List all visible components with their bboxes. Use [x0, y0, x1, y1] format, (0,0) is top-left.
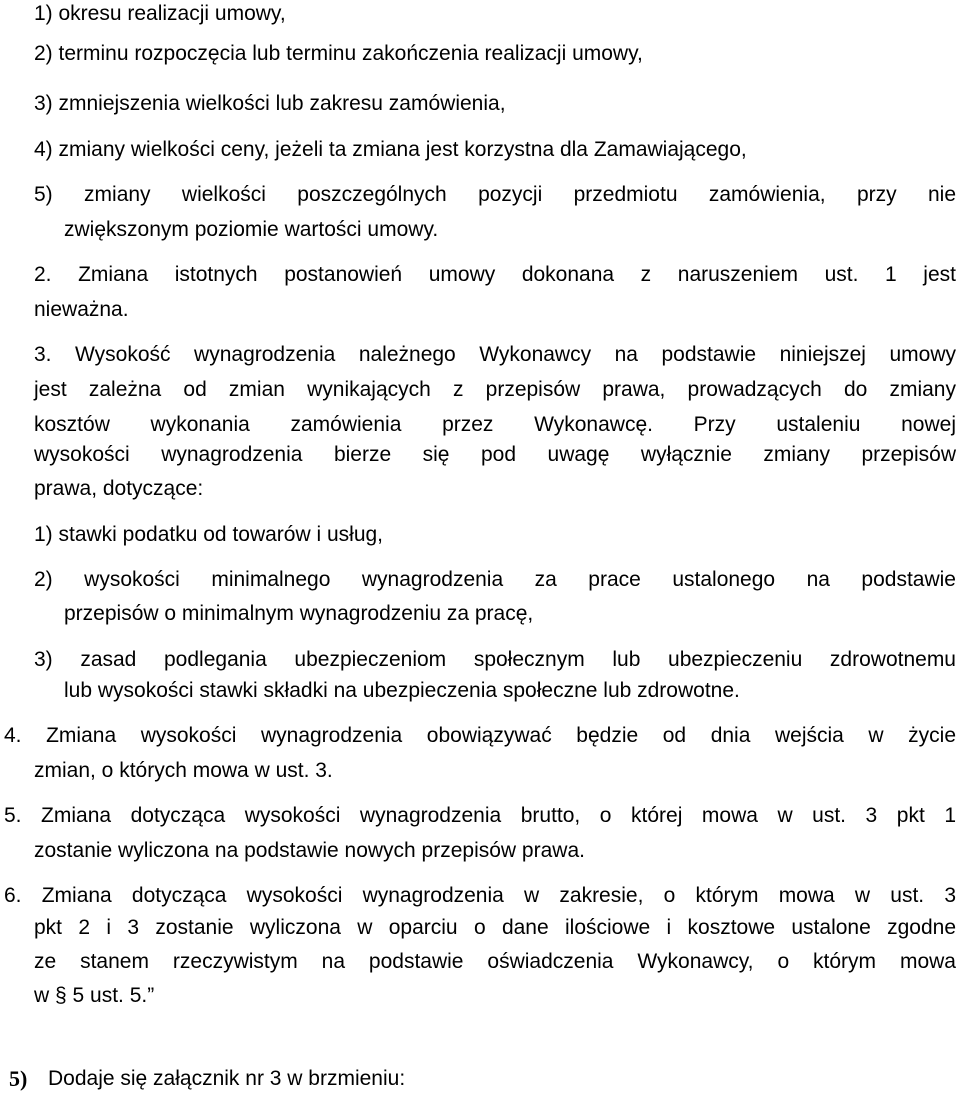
paragraph-line: wysokości wynagrodzenia bierze się pod uwagę wyłącznie zmiany przepisów	[34, 443, 956, 466]
list-item: 1) stawki podatku od towarów i usług,	[34, 523, 384, 546]
paragraph-line: ze stanem rzeczywistym na podstawie oświadczenia Wykonawcy, o którym mowa	[34, 950, 956, 973]
paragraph-line: w § 5 ust. 5.”	[34, 984, 155, 1007]
list-item: 3) zmniejszenia wielkości lub zakresu zamówienia,	[34, 92, 506, 115]
paragraph-line: jest zależna od zmian wynikających z przepisów prawa, prowadzących do zmiany	[34, 378, 956, 401]
paragraph-continuation: zostanie wyliczona na podstawie nowych przepisów prawa.	[34, 839, 585, 862]
paragraph-line: pkt 2 i 3 zostanie wyliczona w oparciu o dane ilościowe i kosztowe ustalone zgodne	[34, 916, 956, 939]
list-item: 2) terminu rozpoczęcia lub terminu zakończenia realizacji umowy,	[34, 42, 643, 65]
list-item-continuation: zwiększonym poziomie wartości umowy.	[64, 218, 439, 241]
paragraph: 3. Wysokość wynagrodzenia należnego Wykonawcy na podstawie niniejszej umowy	[34, 343, 956, 366]
paragraph-line: kosztów wykonania zamówienia przez Wykonawcę. Przy ustaleniu nowej	[34, 413, 956, 436]
paragraph: 2. Zmiana istotnych postanowień umowy dokonana z naruszeniem ust. 1 jest	[34, 263, 956, 286]
paragraph-continuation: zmian, o których mowa w ust. 3.	[34, 759, 333, 782]
amendment-text: Dodaje się załącznik nr 3 w brzmieniu:	[48, 1067, 406, 1090]
paragraph: 4. Zmiana wysokości wynagrodzenia obowiązywać będzie od dnia wejścia w życie	[4, 724, 956, 747]
list-item: 5) zmiany wielkości poszczególnych pozycji przedmiotu zamówienia, przy nie	[34, 183, 956, 206]
list-item-continuation: przepisów o minimalnym wynagrodzeniu za pracę,	[64, 602, 534, 625]
list-item: 4) zmiany wielkości ceny, jeżeli ta zmiana jest korzystna dla Zamawiającego,	[34, 138, 747, 161]
list-item: 3) zasad podlegania ubezpieczeniom społecznym lub ubezpieczeniu zdrowotnemu	[34, 648, 956, 671]
list-item-continuation: lub wysokości stawki składki na ubezpieczenia społeczne lub zdrowotne.	[64, 679, 740, 702]
paragraph-continuation: nieważna.	[34, 298, 129, 321]
paragraph: 6. Zmiana dotycząca wysokości wynagrodzenia w zakresie, o którym mowa w ust. 3	[4, 884, 956, 907]
paragraph: 5. Zmiana dotycząca wysokości wynagrodzenia brutto, o której mowa w ust. 3 pkt 1	[4, 804, 956, 827]
list-item: 2) wysokości minimalnego wynagrodzenia za prace ustalonego na podstawie	[34, 568, 956, 591]
paragraph-line: prawa, dotyczące:	[34, 477, 204, 500]
list-item: 1) okresu realizacji umowy,	[34, 2, 286, 25]
amendment-number: 5)	[9, 1066, 28, 1091]
